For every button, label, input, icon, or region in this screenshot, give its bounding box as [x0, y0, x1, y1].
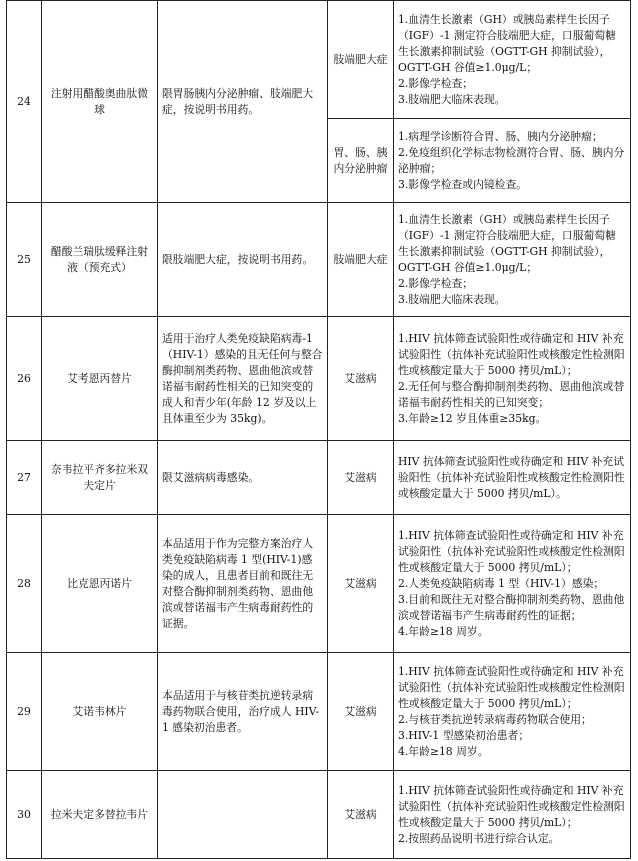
drug-limit: 限肢端肥大症，按说明书用药。 — [158, 203, 328, 317]
row-number: 25 — [7, 203, 42, 317]
drug-limit — [158, 771, 328, 859]
drug-limit: 限艾滋病病毒感染。 — [158, 441, 328, 515]
criteria-line: 1.血清生长激素（GH）或胰岛素样生长因子（IGF）-1 测定符合肢端肥大症，口服葡萄糖生长激素抑制试验（OGTT-GH 抑制试验），OGTT-GH 谷值≥1.0μg/L； — [398, 212, 616, 274]
row-number: 27 — [7, 441, 42, 515]
drug-limit: 本品适用于作为完整方案治疗人类免疫缺陷病毒 1 型(HIV-1)感染的成人，且患者目前和既往无对整合酶抑制剂类药物、恩曲他滨或替诺福韦产生病毒耐药性的证据。 — [158, 515, 328, 653]
criteria-line: 2.人类免疫缺陷病毒 1 型（HIV-1）感染； — [398, 576, 605, 590]
criteria-line: 4.年龄≥18 周岁。 — [398, 744, 489, 758]
criteria-cell — [394, 441, 631, 515]
criteria-cell — [394, 119, 631, 203]
drug-name: 奈韦拉平齐多拉米双夫定片 — [42, 441, 158, 515]
criteria-line: 1.HIV 抗体筛查试验阳性或待确定和 HIV 补充试验阳性（抗体补充试验阳性或核酸定性检测阳性或核酸定量大于 5000 拷贝/mL）； — [398, 331, 625, 377]
drug-name: 艾诺韦林片 — [42, 653, 158, 771]
disease-name: 艾滋病 — [328, 771, 394, 859]
criteria-line: 3.影像学检查或内镜检查。 — [398, 177, 528, 191]
row-number: 26 — [7, 317, 42, 441]
drug-name: 注射用醋酸奥曲肽微球 — [42, 1, 158, 203]
criteria-line: 2.免疫组织化学标志物检测符合胃、肠、胰内分泌肿瘤； — [398, 145, 625, 175]
row-number: 29 — [7, 653, 42, 771]
criteria-line: 3.肢端肥大临床表现。 — [398, 292, 506, 306]
drug-limit: 限胃肠胰内分泌肿瘤、肢端肥大症，按说明书用药。 — [158, 1, 328, 203]
criteria-line: 2.按照药品说明书进行综合认定。 — [398, 831, 560, 845]
table-row — [7, 515, 631, 653]
criteria-line: 3.目前和既往无对整合酶抑制剂类药物、恩曲他滨或替诺福韦产生病毒耐药性的证据； — [398, 592, 625, 622]
drug-name: 艾考恩丙替片 — [42, 317, 158, 441]
criteria-line: 2.影像学检查； — [398, 276, 474, 290]
criteria-line: 4.年龄≥18 周岁。 — [398, 624, 489, 638]
criteria-line: HIV 抗体筛查试验阳性或待确定和 HIV 补充试验阳性（抗体补充试验阳性或核酸定性检测阳性或核酸定量大于 5000 拷贝/mL）。 — [398, 454, 625, 500]
criteria-cell — [394, 771, 631, 859]
drug-name: 醋酸兰瑞肽缓释注射液（预充式） — [42, 203, 158, 317]
criteria-line: 1.HIV 抗体筛查试验阳性或待确定和 HIV 补充试验阳性（抗体补充试验阳性或核酸定性检测阳性或核酸定量大于 5000 拷贝/mL）； — [398, 783, 625, 829]
criteria-line: 2.影像学检查； — [398, 76, 474, 90]
criteria-cell — [394, 515, 631, 653]
disease-name: 艾滋病 — [328, 317, 394, 441]
criteria-line: 1.HIV 抗体筛查试验阳性或待确定和 HIV 补充试验阳性（抗体补充试验阳性或核酸定性检测阳性或核酸定量大于 5000 拷贝/mL）； — [398, 528, 625, 574]
criteria-line: 2.与核苷类抗逆转录病毒药物联合使用； — [398, 712, 592, 726]
row-number: 30 — [7, 771, 42, 859]
disease-name: 艾滋病 — [328, 441, 394, 515]
drug-name: 比克恩丙诺片 — [42, 515, 158, 653]
criteria-line: 1.血清生长激素（GH）或胰岛素样生长因子（IGF）-1 测定符合肢端肥大症，口服葡萄糖生长激素抑制试验（OGTT-GH 抑制试验），OGTT-GH 谷值≥1.0μg/L； — [398, 12, 616, 74]
drug-name: 拉米夫定多替拉韦片 — [42, 771, 158, 859]
table-row — [7, 653, 631, 771]
table-row — [7, 203, 631, 317]
criteria-cell — [394, 1, 631, 119]
disease-name: 肢端肥大症 — [328, 1, 394, 119]
criteria-cell — [394, 653, 631, 771]
criteria-line: 2.无任何与整合酶抑制剂类药物、恩曲他滨或替诺福韦耐药性相关的已知突变； — [398, 379, 625, 409]
criteria-cell — [394, 203, 631, 317]
drug-limit: 适用于治疗人类免疫缺陷病毒-1（HIV-1）感染的且无任何与整合酶抑制剂类药物、恩曲他滨或替诺福韦耐药性相关的已知突变的成人和青少年(年龄 12 岁及以上且体重至少为 35kg)。 — [158, 317, 328, 441]
criteria-line: 3.肢端肥大临床表现。 — [398, 92, 506, 106]
disease-name: 艾滋病 — [328, 515, 394, 653]
drug-limit: 本品适用于与核苷类抗逆转录病毒药物联合使用，治疗成人 HIV-1 感染初治患者。 — [158, 653, 328, 771]
criteria-line: 3.HIV-1 型感染初治患者； — [398, 728, 530, 742]
row-number: 28 — [7, 515, 42, 653]
disease-name: 艾滋病 — [328, 653, 394, 771]
table-row — [7, 441, 631, 515]
table-row — [7, 317, 631, 441]
table-row — [7, 771, 631, 859]
disease-name: 胃、肠、胰内分泌肿瘤 — [328, 119, 394, 203]
disease-name: 肢端肥大症 — [328, 203, 394, 317]
criteria-line: 3.年龄≥12 岁且体重≥35kg。 — [398, 411, 547, 425]
criteria-cell — [394, 317, 631, 441]
table-row — [7, 1, 631, 119]
criteria-line: 1.病理学诊断符合胃、肠、胰内分泌肿瘤； — [398, 129, 603, 143]
criteria-line: 1.HIV 抗体筛查试验阳性或待确定和 HIV 补充试验阳性（抗体补充试验阳性或核酸定性检测阳性或核酸定量大于 5000 拷贝/mL）； — [398, 664, 625, 710]
row-number: 24 — [7, 1, 42, 203]
drug-criteria-table — [6, 0, 631, 859]
